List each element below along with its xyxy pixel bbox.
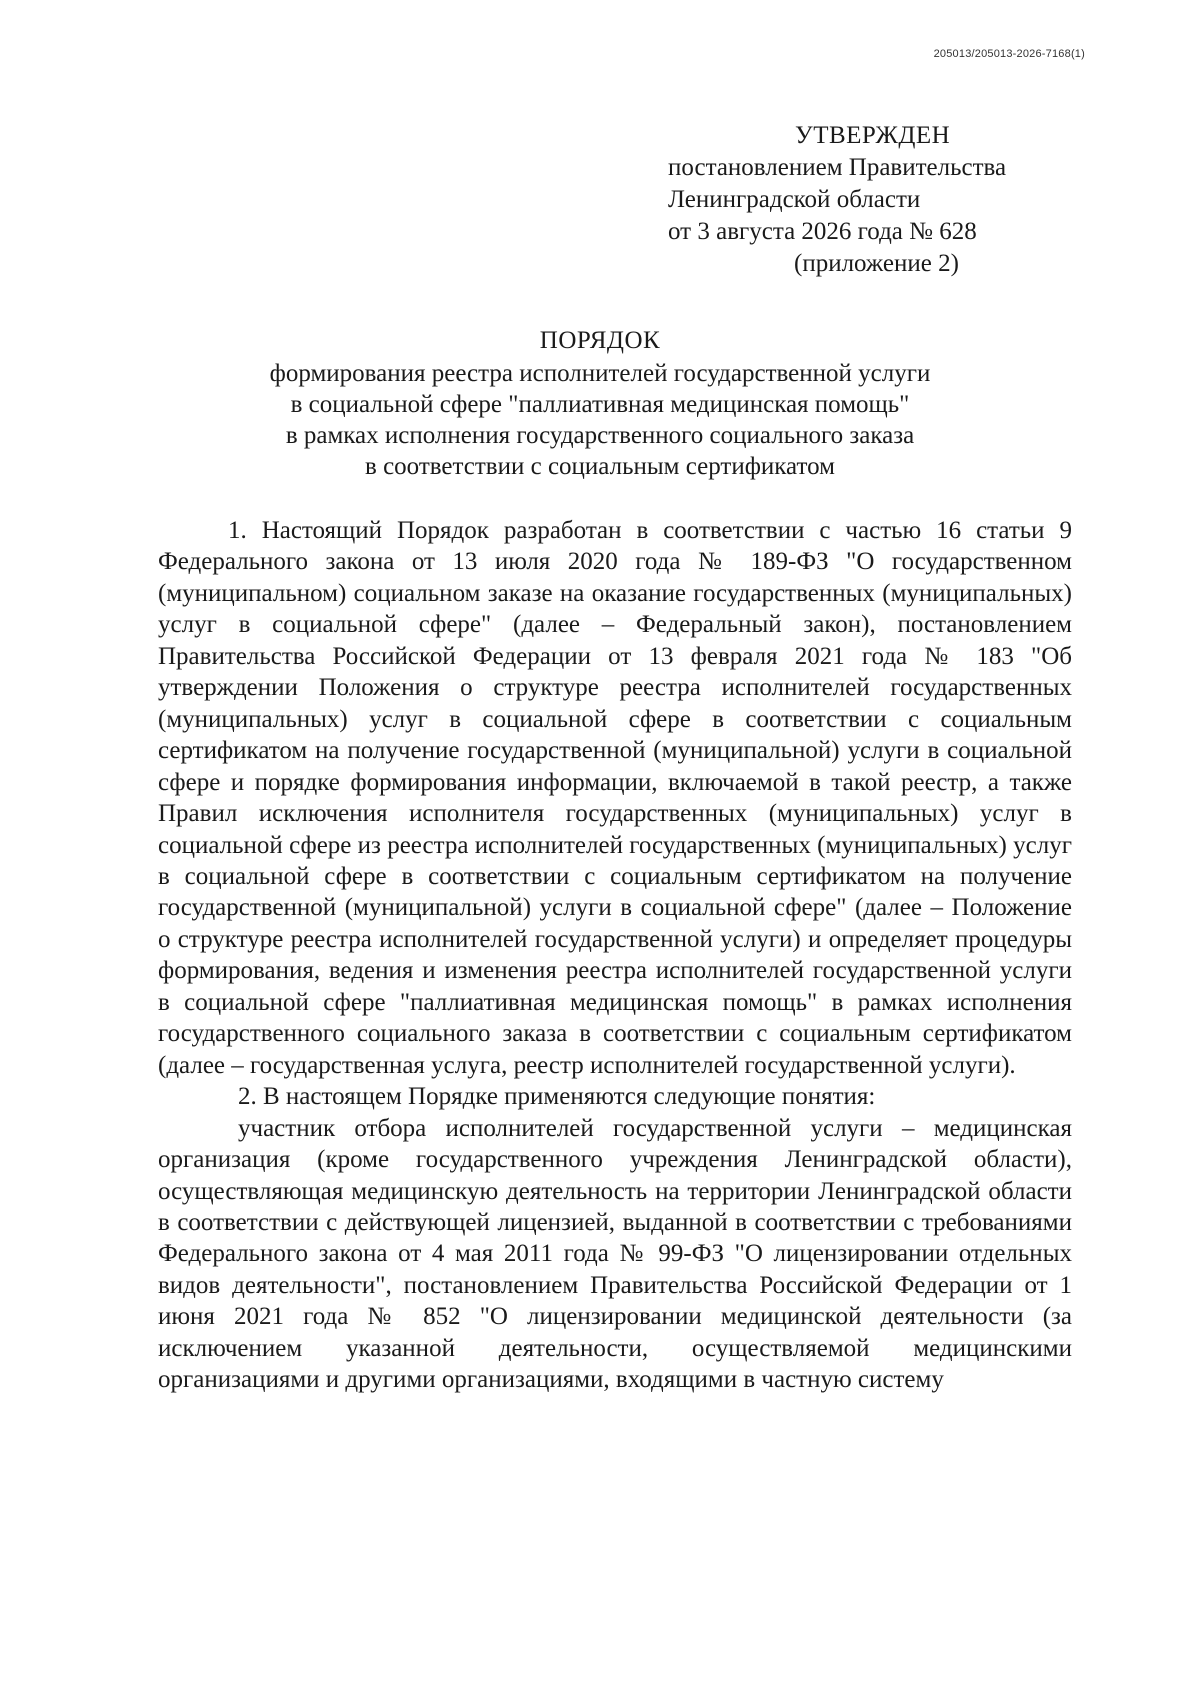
subtitle-line: формирования реестра исполнителей государственной услуги bbox=[269, 360, 931, 387]
subtitle-line: в соответствии с социальным сертификатом bbox=[365, 453, 835, 480]
subtitle-line: в рамках исполнения государственного социального заказа bbox=[285, 422, 915, 449]
approval-title: УТВЕРЖДЕН bbox=[795, 122, 951, 149]
approval-line-1: постановлением Правительства bbox=[668, 154, 1007, 181]
approval-line-2: Ленинградской области bbox=[668, 186, 921, 213]
paragraph-3: участник отбора исполнителей государственной услуги – медицинская организация (кроме государственного учреждения Ленинградской области), осуществляющая медицинскую деятельность на территории Ленинградской области в соответствии с действующей лицензией, выданной в соответствии с требованиями Федерального закона от 4 мая 2011 года № 99-ФЗ "О лицензировании отдельных видов деятельности", постановлением Правительства Российской Федерации от 1 июня 2021 года № 852 "О лицензировании медицинской деятельности (за исключением указанной деятельности, осуществляемой медицинскими организациями и другими организациями, входящими в частную систему bbox=[158, 1114, 1072, 1394]
approval-appendix: (приложение 2) bbox=[794, 250, 959, 277]
subtitle-line: в социальной сфере "паллиативная медицинская помощь" bbox=[290, 391, 910, 418]
document-id: 205013/205013-2026-7168(1) bbox=[933, 48, 1085, 60]
document-heading bbox=[130, 325, 1070, 482]
approval-line-3: от 3 августа 2026 года № 628 bbox=[668, 218, 977, 245]
paragraph-2: 2. В настоящем Порядке применяются следующие понятия: bbox=[238, 1083, 876, 1111]
document-body bbox=[158, 515, 1072, 1396]
paragraph-1: 1. Настоящий Порядок разработан в соответствии с частью 16 статьи 9 Федерального закона от 13 июля 2020 года № 189-ФЗ "О государственном (муниципальном) социальном заказе на оказание государственных (муниципальных) услуг в социальной сфере" (далее – Федеральный закон), постановлением Правительства Российской Федерации от 13 февраля 2021 года № 183 "Об утверждении Положения о структуре реестра исполнителей государственных (муниципальных) услуг в социальной сфере в соответствии с социальным сертификатом на получение государственной (муниципальной) услуги в социальной сфере и порядке формирования информации, включаемой в такой реестр, а также Правил исключения исполнителя государственных (муниципальных) услуг в социальной сфере из реестра исполнителей государственных (муниципальных) услуг в социальной сфере в соответствии с социальным сертификатом на получение государственной (муниципальной) услуги в социальной сфере" (далее – Положение о структуре реестра исполнителей государственной услуги) и определяет процедуры формирования, ведения и изменения реестра исполнителей государственной услуги в социальной сфере "паллиативная медицинская помощь" в рамках исполнения государственного социального заказа в соответствии с социальным сертификатом (далее – государственная услуга, реестр исполнителей государственной услуги). bbox=[158, 517, 1072, 1079]
approval-stamp bbox=[668, 120, 1006, 280]
document-title: ПОРЯДОК bbox=[539, 327, 661, 354]
